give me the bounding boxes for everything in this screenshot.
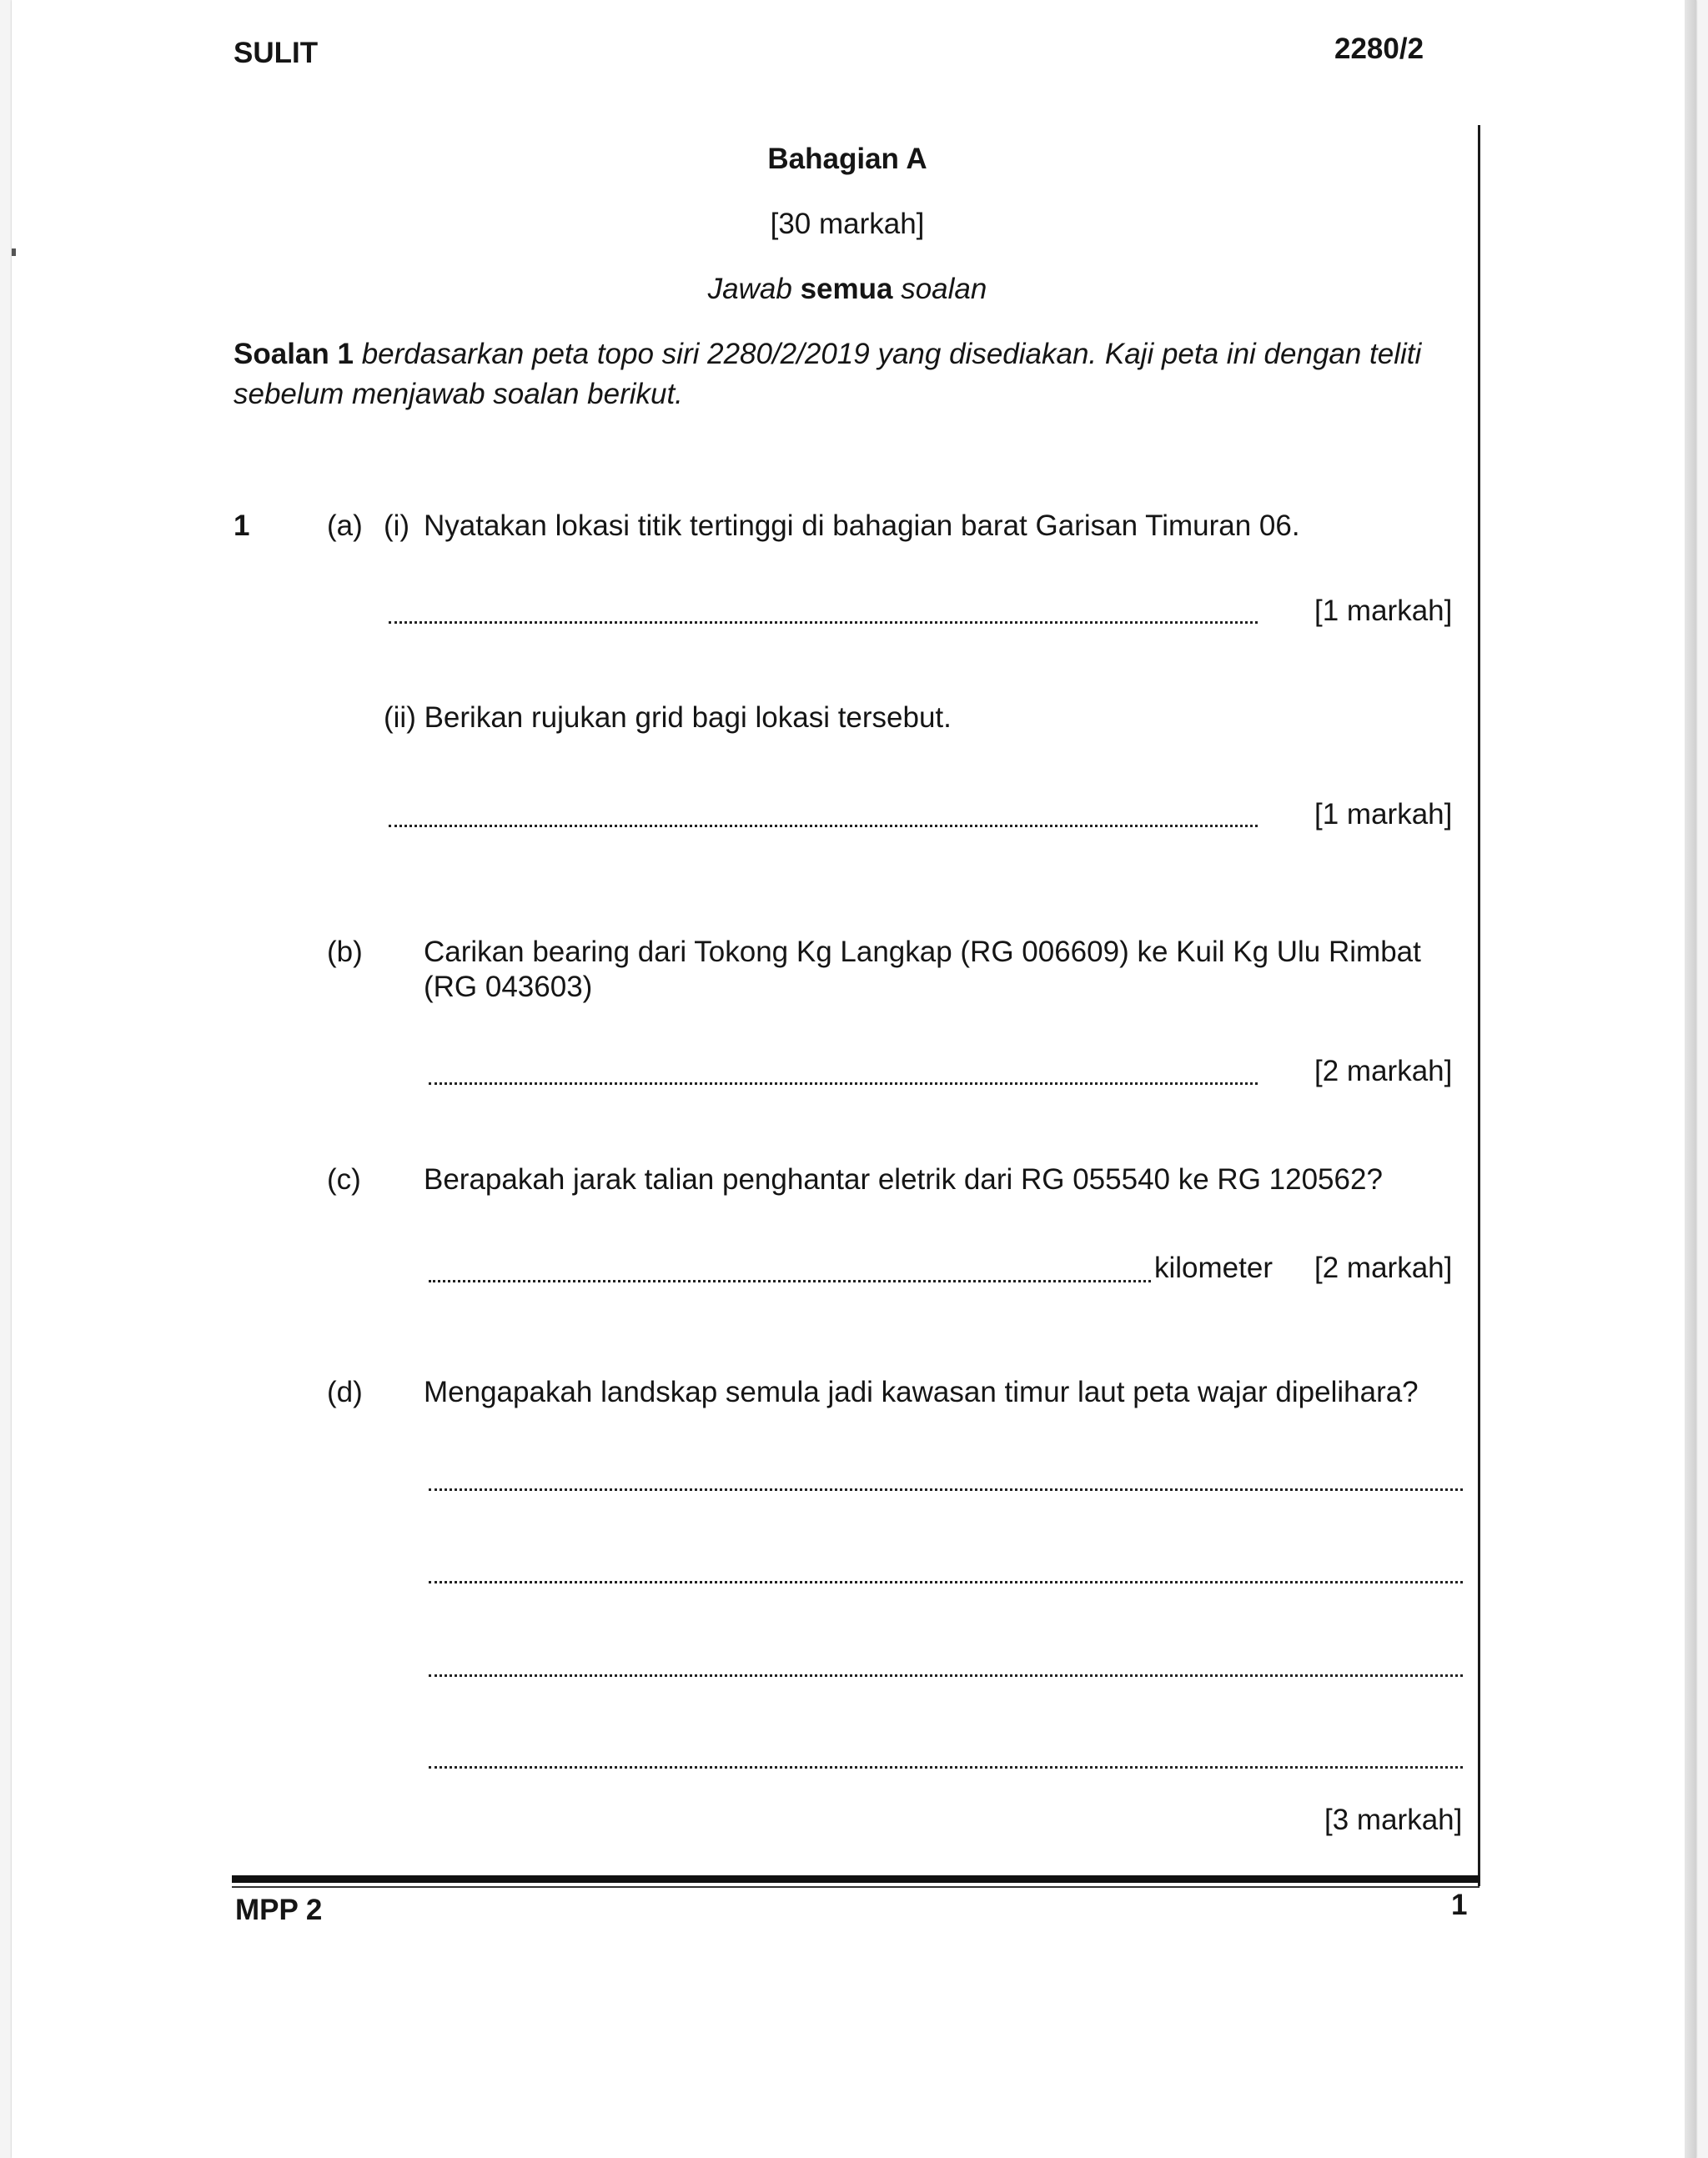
part-c-marks: [2 markah]	[1314, 1252, 1453, 1284]
answer-line-a-i[interactable]	[389, 621, 1258, 624]
answer-line-b[interactable]	[429, 1082, 1258, 1085]
page-edge-shadow	[1685, 0, 1696, 2158]
header-classification: SULIT	[234, 37, 319, 69]
question-number: 1	[234, 509, 250, 542]
part-a-label: (a)	[327, 509, 363, 542]
part-d-text: Mengapakah landskap semula jadi kawasan timur laut peta wajar dipelihara?	[424, 1376, 1419, 1408]
part-a-ii-text: (ii) Berikan rujukan grid bagi lokasi tersebut.	[384, 701, 952, 734]
answer-line-a-ii[interactable]	[389, 825, 1258, 827]
part-b-label: (b)	[327, 936, 363, 968]
part-d-label: (d)	[327, 1376, 363, 1408]
section-marks: [30 markah]	[770, 208, 925, 240]
header-paper-code: 2280/2	[1334, 33, 1424, 65]
exam-page	[12, 0, 1696, 2158]
part-a-i-text: Nyatakan lokasi titik tertinggi di bahagian barat Garisan Timuran 06.	[424, 509, 1300, 542]
answer-line-d-4[interactable]	[429, 1766, 1463, 1769]
footer-rule-thin	[232, 1886, 1479, 1888]
scan-speck	[12, 248, 16, 256]
part-b-line-2: (RG 043603)	[424, 971, 593, 1003]
page-number: 1	[1451, 1889, 1468, 1921]
part-a-i-marks: [1 markah]	[1314, 595, 1453, 627]
part-c-label: (c)	[327, 1163, 361, 1196]
part-d-marks: [3 markah]	[1324, 1804, 1463, 1836]
part-b-marks: [2 markah]	[1314, 1055, 1453, 1087]
answer-line-d-3[interactable]	[429, 1674, 1463, 1677]
answer-line-d-1[interactable]	[429, 1488, 1463, 1491]
footer-rule-thick	[232, 1875, 1479, 1883]
part-a-ii-marks: [1 markah]	[1314, 798, 1453, 831]
section-title: Bahagian A	[767, 143, 927, 175]
part-c-text: Berapakah jarak talian penghantar eletrik dari RG 055540 ke RG 120562?	[424, 1163, 1383, 1196]
part-c-unit: kilometer	[1154, 1252, 1273, 1284]
intro-line-1: Soalan 1 berdasarkan peta topo siri 2280/2/2019 yang disediakan. Kaji peta ini dengan teliti	[234, 338, 1422, 370]
answer-line-d-2[interactable]	[429, 1581, 1463, 1583]
intro-line-2: sebelum menjawab soalan berikut.	[234, 378, 683, 410]
right-margin-rule	[1478, 125, 1480, 1886]
answer-line-c[interactable]	[429, 1280, 1151, 1282]
footer-code: MPP 2	[235, 1894, 323, 1926]
part-b-line-1: Carikan bearing dari Tokong Kg Langkap (RG 006609) ke Kuil Kg Ulu Rimbat	[424, 936, 1421, 968]
section-instruction: Jawab semua soalan	[707, 273, 987, 305]
part-a-i-label: (i)	[384, 509, 410, 542]
